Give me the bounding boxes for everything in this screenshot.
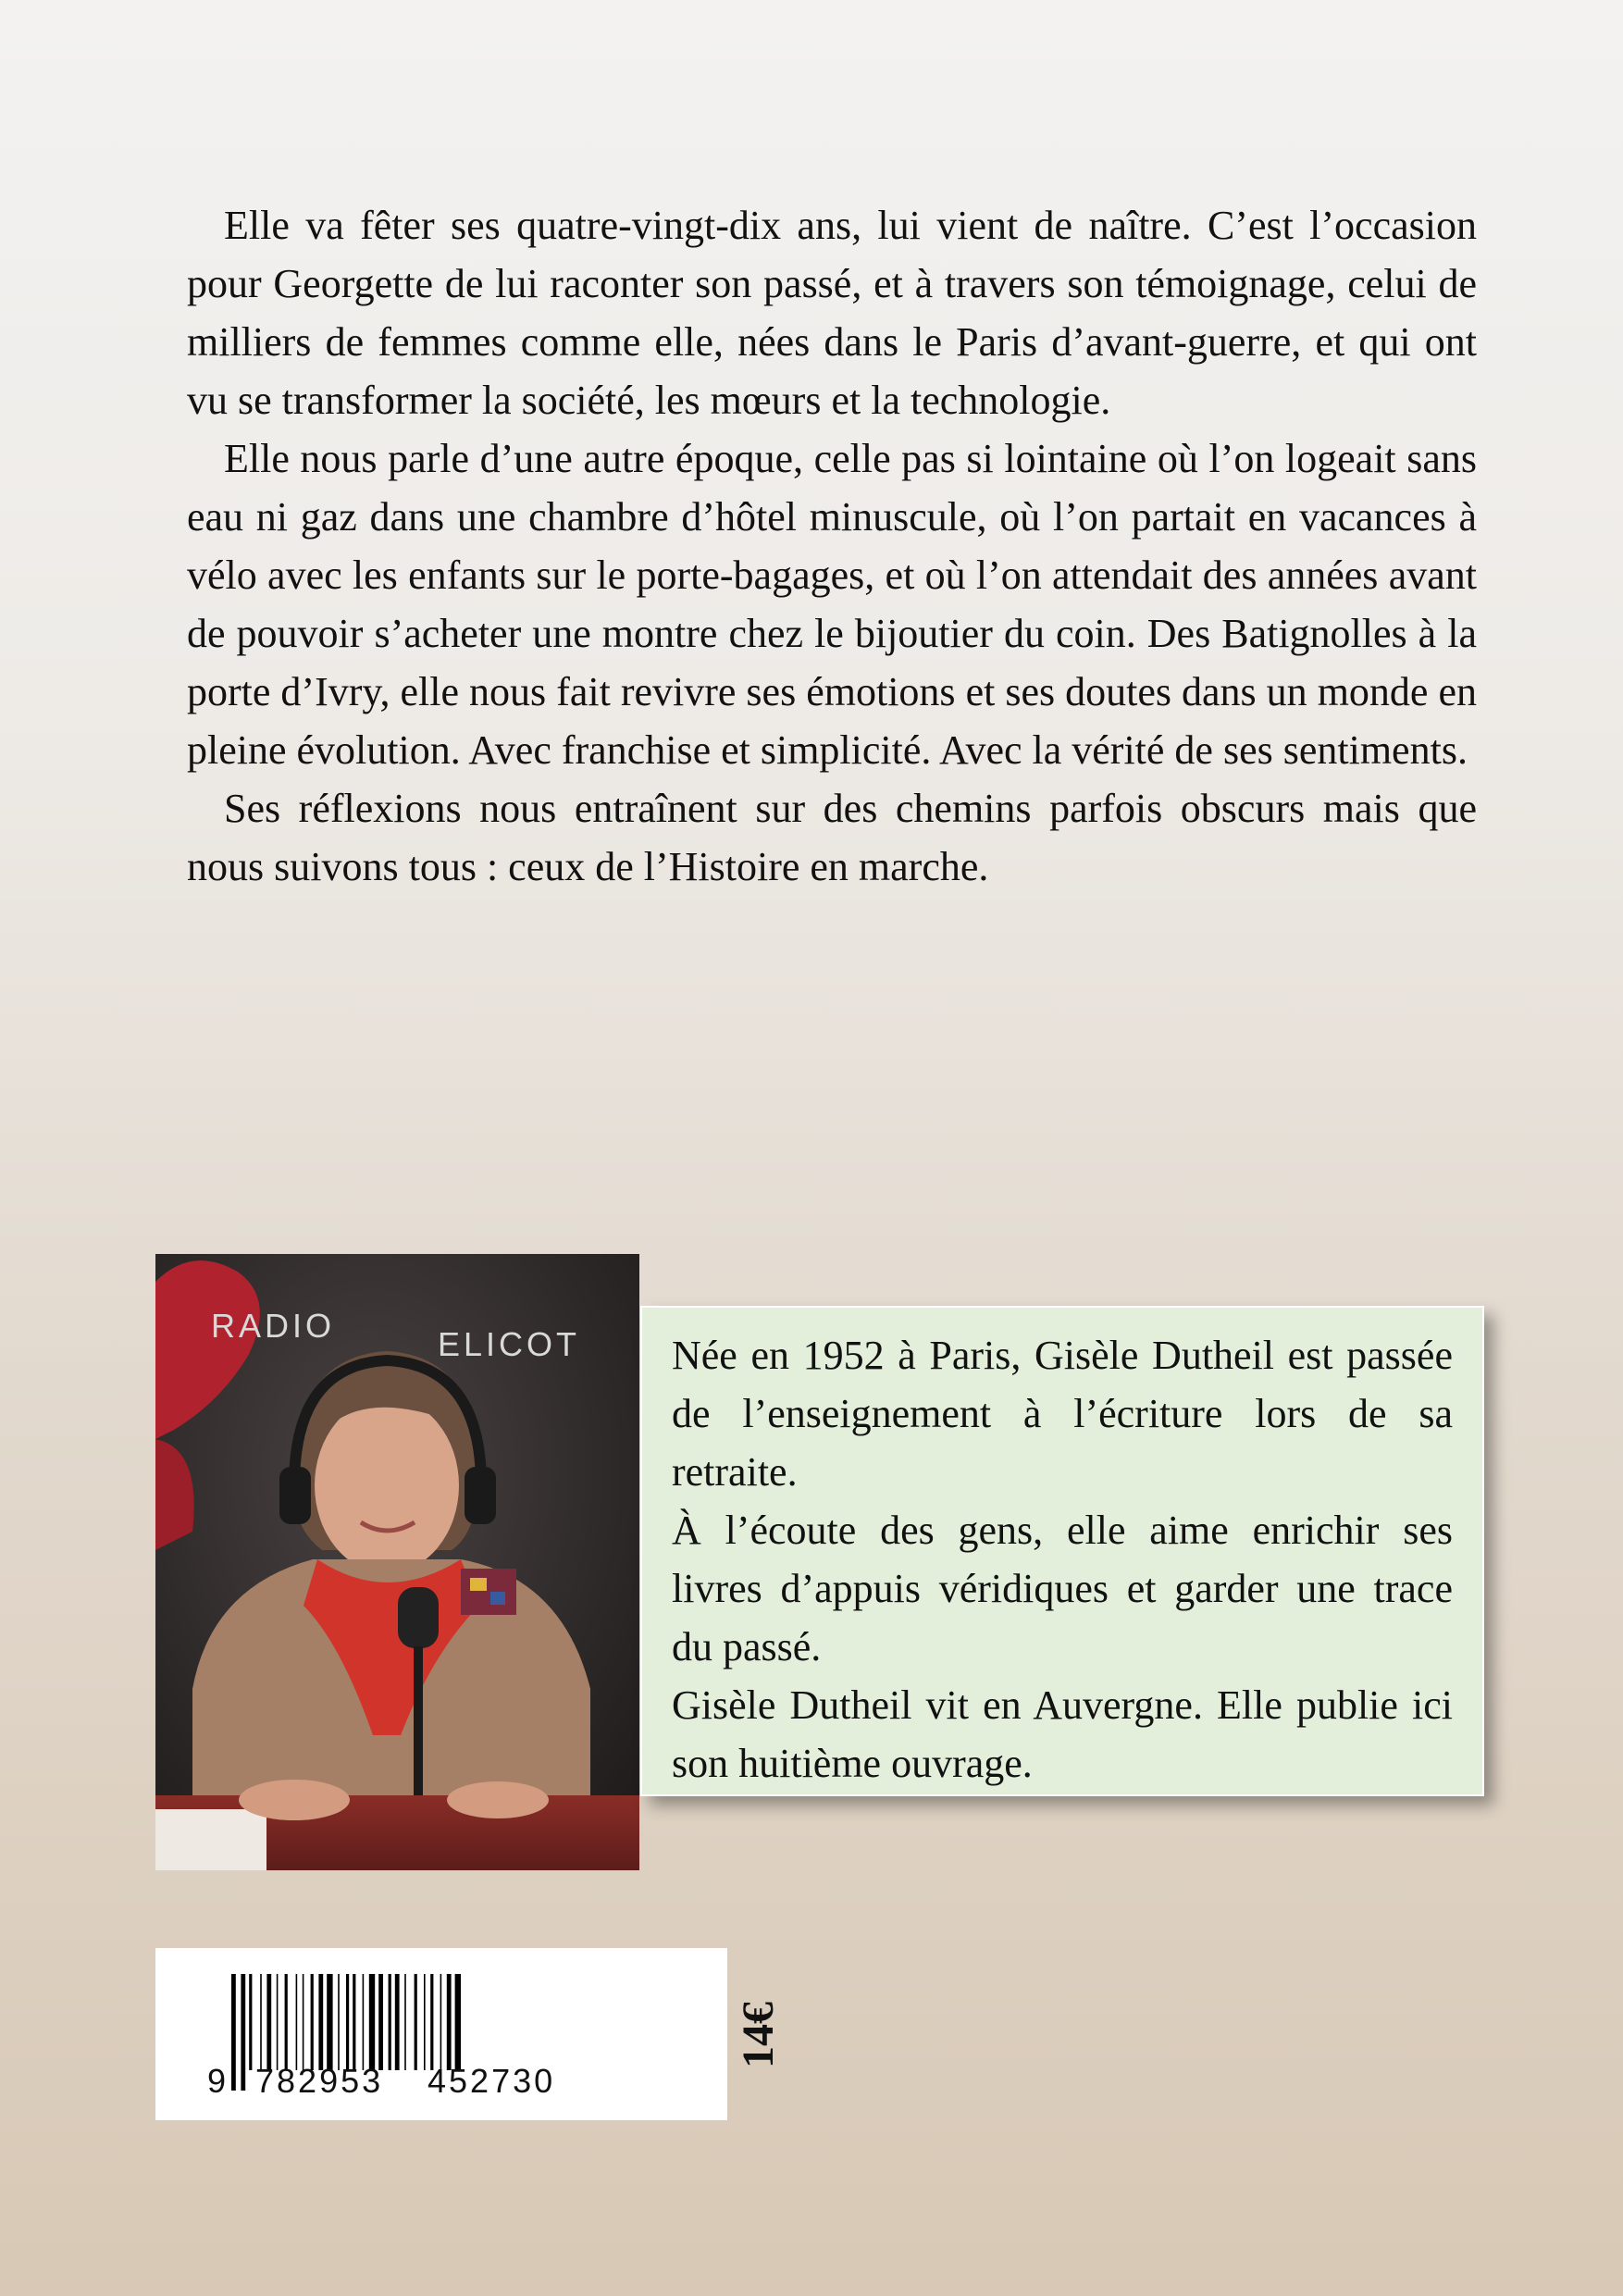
- barcode-bar: [249, 1974, 252, 2070]
- photo-sign-text-left: RADIO: [211, 1307, 336, 1345]
- barcode-bar: [353, 1974, 355, 2070]
- blurb-paragraph-2: Elle nous parle d’une autre époque, celle pas si lointaine où l’on logeait sans eau ni gaz dans une chambre d’hôtel minuscule, où l’on partait en vacances à vélo avec les enfants sur le porte-bagages, et où l’on attendait des années avant de pouvoir s’acheter une montre chez le bijoutier du coin. Des Batignolles à la porte d’Ivry, elle nous fait revivre ses émotions et ses doutes dans un monde en pleine évolution. Avec franchise et simplicité. Avec la vérité de ses sentiments.: [187, 436, 1477, 773]
- barcode-bar: [303, 1974, 304, 2070]
- barcode-bar: [231, 1974, 236, 2091]
- barcode-bar: [369, 1974, 375, 2070]
- barcode-bar: [311, 1974, 314, 2070]
- barcode-bar: [363, 1974, 365, 2070]
- bio-paragraph-3: Gisèle Dutheil vit en Auvergne. Elle publie ici son huitième ouvrage.: [672, 1682, 1453, 1786]
- barcode-digits-right: 452730: [427, 2062, 556, 2100]
- barcode-digits-left: 782953: [255, 2062, 384, 2100]
- bio-paragraph-1: Née en 1952 à Paris, Gisèle Dutheil est passée de l’enseignement à l’écriture lors de sa retraite.: [672, 1333, 1453, 1495]
- barcode-bar: [241, 1974, 245, 2091]
- barcode-bar: [338, 1974, 340, 2070]
- barcode-bar: [404, 1974, 406, 2070]
- blurb-paragraph-3: Ses réflexions nous entraînent sur des chemins parfois obscurs mais que nous suivons tous : ceux de l’Histoire en marche.: [187, 786, 1477, 889]
- barcode-bar: [318, 1974, 323, 2070]
- barcode-bar: [395, 1974, 400, 2070]
- author-bio-box: [640, 1306, 1484, 1796]
- barcode-bar: [455, 1974, 461, 2070]
- barcode-digit-first: 9: [207, 2062, 227, 2100]
- barcode-bar: [266, 1974, 271, 2070]
- barcode-bar: [260, 1974, 262, 2070]
- barcode-bar: [447, 1974, 452, 2070]
- barcode-bar: [285, 1974, 288, 2070]
- bio-paragraph-2: À l’écoute des gens, elle aime enrichir ses livres d’appuis véridiques et garder une trace du passé.: [672, 1508, 1453, 1669]
- barcode-bar: [346, 1974, 349, 2070]
- back-cover-blurb: [187, 196, 1477, 896]
- price-label: 14€: [734, 2002, 783, 2068]
- author-photo: [155, 1254, 639, 1870]
- barcode-bar: [415, 1974, 417, 2070]
- barcode-label: [155, 1948, 783, 2120]
- blurb-paragraph-1: Elle va fêter ses quatre-vingt-dix ans, lui vient de naître. C’est l’occasion pour Georgette de lui raconter son passé, et à travers son témoignage, celui de milliers de femmes comme elle, nées dans le Paris d’avant-guerre, et qui ont vu se transformer la société, les mœurs et la technologie.: [187, 203, 1477, 423]
- barcode-bar: [277, 1974, 279, 2070]
- barcode-bar: [296, 1974, 298, 2070]
- barcode-bar: [424, 1974, 426, 2070]
- photo-sign-text-right: ELICOT: [438, 1325, 581, 1363]
- barcode-bar: [389, 1974, 391, 2070]
- barcode-bar: [440, 1974, 442, 2070]
- barcode-bar: [327, 1974, 332, 2070]
- barcode-bar: [378, 1974, 383, 2070]
- barcode-bar: [430, 1974, 433, 2070]
